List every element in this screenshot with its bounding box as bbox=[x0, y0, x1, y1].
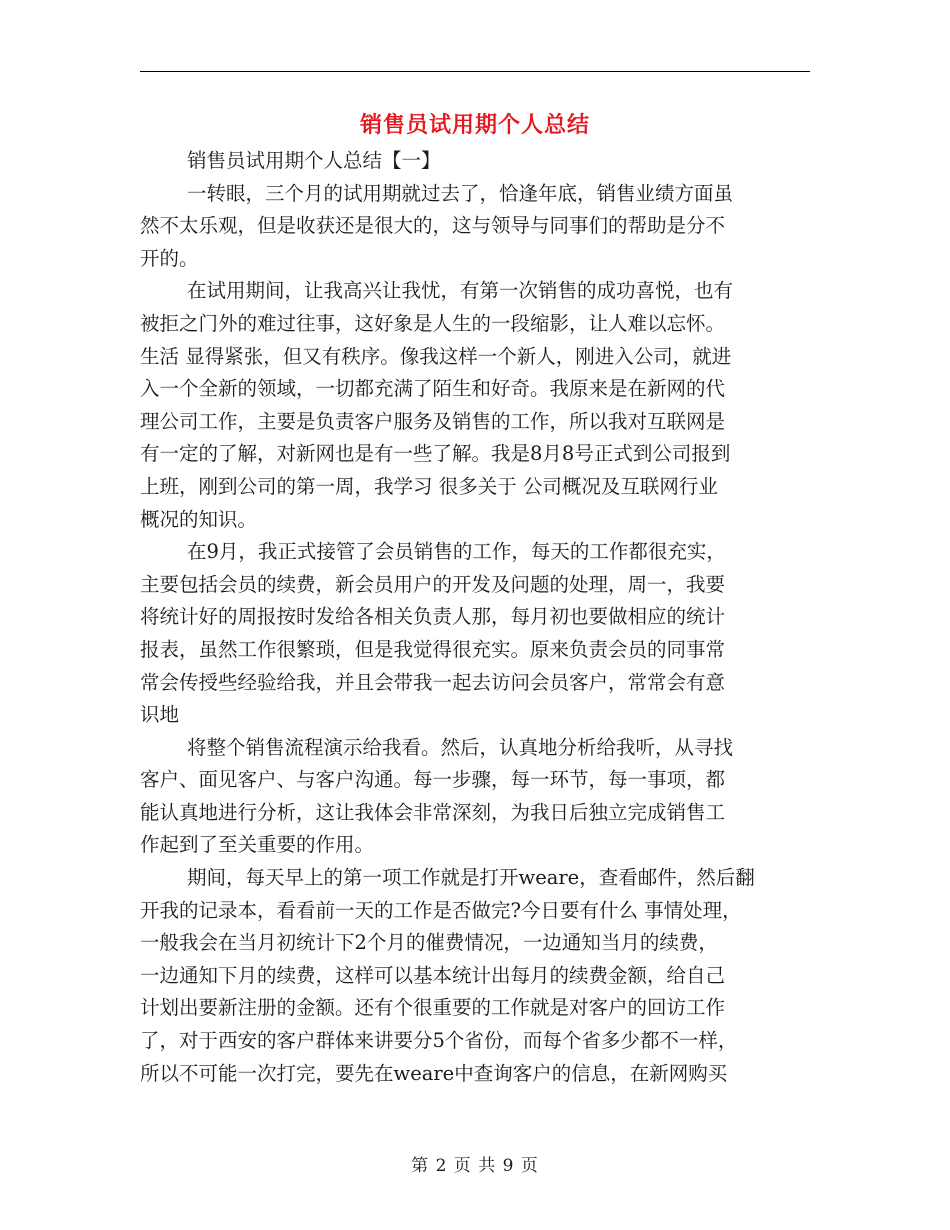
paragraph-line: 作起到了至关重要的作用。 bbox=[140, 833, 375, 857]
paragraph-3 bbox=[140, 536, 810, 732]
document-body bbox=[140, 145, 810, 1090]
paragraph-line: 入一个全新的领域，一切都充满了陌生和好奇。我原来是在新网的代 bbox=[140, 377, 726, 401]
paragraph-line: 客户、面见客户、与客户沟通。每一步骤，每一环节，每一事项，都 bbox=[140, 768, 726, 792]
paragraph-line: 报表，虽然工作很繁琐，但是我觉得很充实。原来负责会员的同事常 bbox=[140, 637, 726, 661]
paragraph-line: 一边通知下月的续费，这样可以基本统计出每月的续费金额，给自己 bbox=[140, 963, 726, 987]
paragraph-line: 在试用期间，让我高兴让我忧，有第一次销售的成功喜悦，也有 bbox=[187, 279, 734, 303]
paragraph-line: 计划出要新注册的金额。还有个很重要的工作就是对客户的回访工作 bbox=[140, 996, 726, 1020]
paragraph-line: 一般我会在当月初统计下2个月的催费情况，一边通知当月的续费， bbox=[140, 931, 718, 955]
paragraph-line: 上班，刚到公司的第一周，我学习 很多关于 公司概况及互联网行业 bbox=[140, 474, 718, 498]
paragraph-line: 被拒之门外的难过往事，这好象是人生的一段缩影，让人难以忘怀。 bbox=[140, 311, 726, 335]
paragraph-line: 主要包括会员的续费，新会员用户的开发及问题的处理，周一，我要 bbox=[140, 572, 726, 596]
paragraph-line: 一转眼，三个月的试用期就过去了，恰逢年底，销售业绩方面虽 bbox=[187, 181, 734, 205]
paragraph-line: 在9月，我正式接管了会员销售的工作，每天的工作都很充实， bbox=[187, 540, 726, 564]
paragraph-line: 将整个销售流程演示给我看。然后，认真地分析给我听，从寻找 bbox=[187, 735, 734, 759]
paragraph-line: 开我的记录本，看看前一天的工作是否做完?今日要有什么 事情处理， bbox=[140, 898, 742, 922]
paragraph-line: 有一定的了解，对新网也是有一些了解。我是8月8号正式到公司报到 bbox=[140, 442, 731, 466]
paragraph-line: 概况的知识。 bbox=[140, 507, 258, 531]
paragraph-2 bbox=[140, 275, 810, 536]
document-title: 销售员试用期个人总结 bbox=[359, 112, 590, 138]
paragraph-line: 能认真地进行分析，这让我体会非常深刻，为我日后独立完成销售工 bbox=[140, 800, 726, 824]
paragraph-line: 了，对于西安的客户群体来讲要分5个省份，而每个省多少都不一样， bbox=[140, 1029, 738, 1053]
paragraph-5 bbox=[140, 862, 810, 1090]
paragraph-line: 常会传授些经验给我，并且会带我一起去访问会员客户，常常会有意 bbox=[140, 670, 726, 694]
paragraph-line: 然不太乐观，但是收获还是很大的，这与领导与同事们的帮助是分不 bbox=[140, 214, 726, 238]
paragraph-line: 将统计好的周报按时发给各相关负责人那，每月初也要做相应的统计 bbox=[140, 605, 726, 629]
paragraph-line: 所以不可能一次打完，要先在weare中查询客户的信息，在新网购买 bbox=[140, 1061, 728, 1085]
paragraph-4 bbox=[140, 732, 810, 862]
section-subheading: 销售员试用期个人总结【一】 bbox=[187, 149, 441, 172]
paragraph-line: 生活 显得紧张，但又有秩序。像我这样一个新人，刚进入公司，就进 bbox=[140, 344, 732, 368]
paragraph-line: 期间，每天早上的第一项工作就是打开weare，查看邮件，然后翻 bbox=[187, 866, 755, 890]
header-rule bbox=[140, 71, 810, 72]
paragraph-1 bbox=[140, 178, 810, 276]
page-number: 第 2 页 共 9 页 bbox=[411, 1156, 539, 1176]
paragraph-line: 理公司工作，主要是负责客户服务及销售的工作，所以我对互联网是 bbox=[140, 409, 726, 433]
paragraph-line: 识地 bbox=[140, 703, 180, 727]
paragraph-line: 开的。 bbox=[140, 246, 199, 270]
